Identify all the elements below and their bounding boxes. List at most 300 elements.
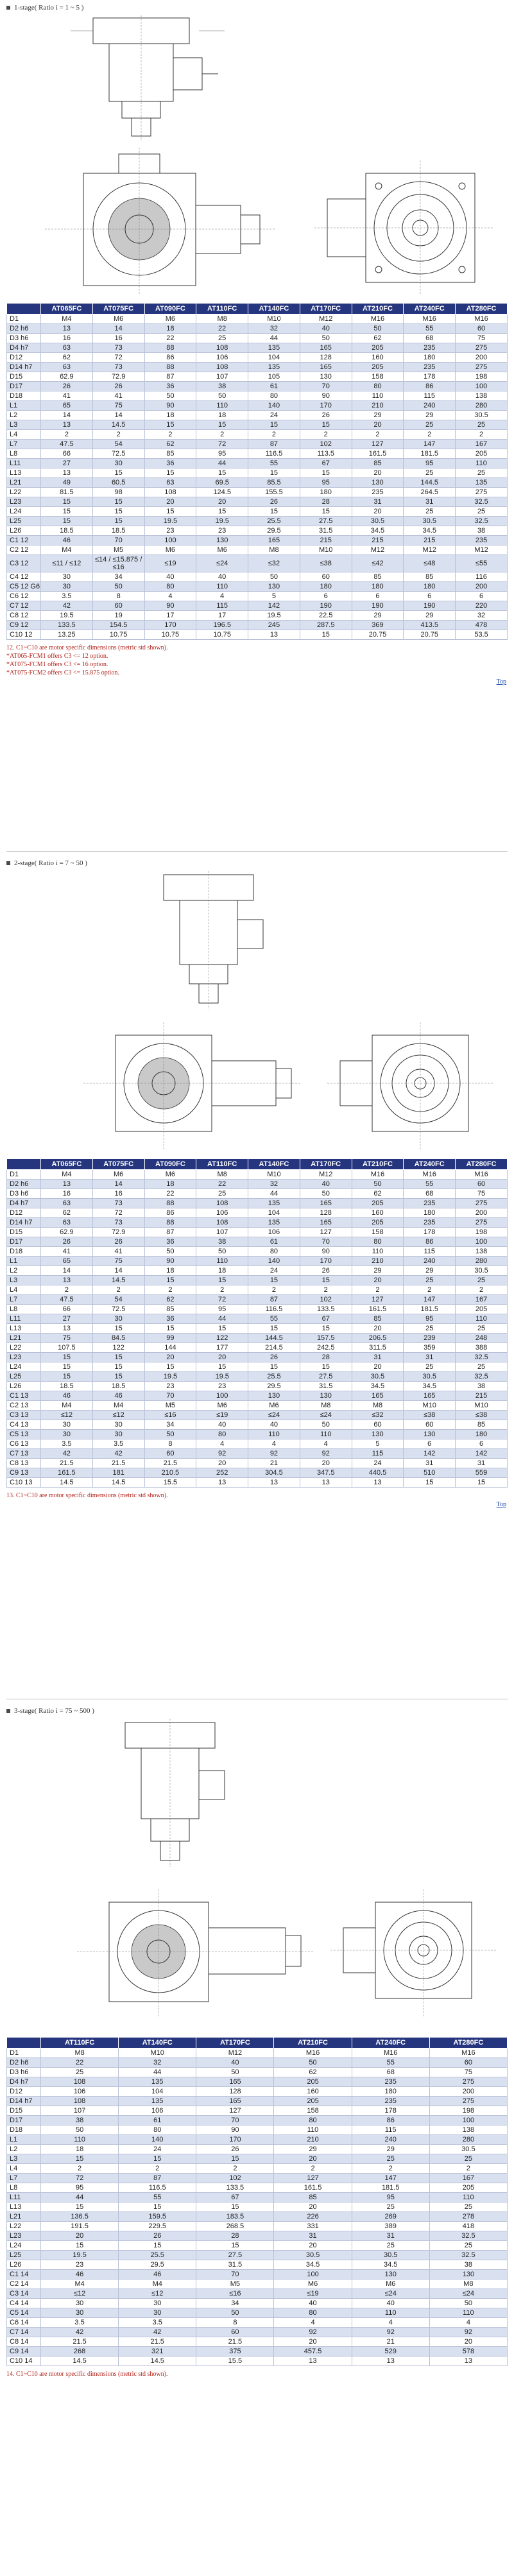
table-row bbox=[7, 2106, 508, 2116]
row-label: C10 13 bbox=[7, 1478, 41, 1488]
table-cell: 30 bbox=[119, 2299, 196, 2308]
table-cell: 142 bbox=[456, 1449, 508, 1459]
table-cell: 31 bbox=[404, 1459, 456, 1468]
table-row bbox=[7, 1266, 508, 1276]
table-cell: 22.5 bbox=[300, 611, 352, 621]
table-cell: 4 bbox=[196, 1439, 248, 1449]
table-row bbox=[7, 2087, 508, 2097]
table-cell: 128 bbox=[300, 1208, 352, 1218]
drawing-svg bbox=[6, 868, 508, 1158]
table-cell: 30.5 bbox=[429, 2145, 507, 2154]
table-cell: 25 bbox=[196, 1189, 248, 1199]
table-cell: 102 bbox=[300, 1295, 352, 1305]
table-cell: 42 bbox=[41, 2328, 119, 2337]
column-header-model: AT090FC bbox=[144, 1159, 196, 1170]
table-cell: 20.75 bbox=[404, 630, 456, 640]
table-cell: 40 bbox=[274, 2299, 352, 2308]
table-cell: 155.5 bbox=[248, 488, 300, 497]
table-row bbox=[7, 1362, 508, 1372]
table-cell: 25 bbox=[456, 468, 508, 478]
table-cell: 62.9 bbox=[41, 1228, 93, 1237]
table-cell: 167 bbox=[456, 1295, 508, 1305]
table-row bbox=[7, 1343, 508, 1353]
table-cell: 287.5 bbox=[300, 621, 352, 630]
table-cell: 72 bbox=[92, 1208, 144, 1218]
table-cell: M16 bbox=[404, 314, 456, 324]
table-cell: 240 bbox=[352, 2135, 429, 2145]
column-header-model: AT110FC bbox=[41, 2038, 119, 2048]
table-cell: 130 bbox=[352, 478, 404, 488]
top-link[interactable]: Top bbox=[496, 1501, 506, 1508]
table-cell: 22 bbox=[196, 324, 248, 334]
table-cell: 478 bbox=[456, 621, 508, 630]
table-cell: M4 bbox=[41, 1401, 93, 1411]
notes bbox=[0, 2366, 514, 2378]
table-cell: 15 bbox=[41, 1372, 93, 1382]
table-cell: 161.5 bbox=[352, 449, 404, 459]
table-cell: 2 bbox=[196, 2164, 274, 2174]
section-title bbox=[0, 1703, 514, 1716]
row-label: C1 12 bbox=[7, 536, 41, 545]
table-cell: 32 bbox=[119, 2058, 196, 2068]
table-cell: M8 bbox=[352, 1401, 404, 1411]
table-cell: M16 bbox=[352, 1170, 404, 1180]
column-header-label bbox=[7, 2038, 41, 2048]
section-title bbox=[0, 0, 514, 13]
table-cell: 375 bbox=[196, 2347, 274, 2357]
row-label: C4 13 bbox=[7, 1420, 41, 1430]
table-cell: 20 bbox=[144, 1353, 196, 1362]
table-cell: M12 bbox=[404, 545, 456, 555]
row-label: C6 14 bbox=[7, 2318, 41, 2328]
table-cell: 20 bbox=[352, 1324, 404, 1334]
table-cell: 16 bbox=[41, 334, 93, 343]
row-label: C6 13 bbox=[7, 1439, 41, 1449]
table-cell: 15 bbox=[248, 1362, 300, 1372]
table-cell: 15.5 bbox=[144, 1478, 196, 1488]
table-cell: 138 bbox=[456, 1247, 508, 1257]
table-cell: 210 bbox=[352, 401, 404, 411]
table-cell: 110 bbox=[248, 1430, 300, 1439]
table-cell: 61 bbox=[248, 1237, 300, 1247]
table-cell: 140 bbox=[119, 2135, 196, 2145]
table-cell: 90 bbox=[300, 1247, 352, 1257]
row-label: D17 bbox=[7, 2116, 41, 2125]
table-cell: 215 bbox=[300, 536, 352, 545]
row-label: C3 13 bbox=[7, 1411, 41, 1420]
table-cell: 54 bbox=[92, 440, 144, 449]
table-cell: 210 bbox=[274, 2135, 352, 2145]
table-cell: ≤16 bbox=[144, 1411, 196, 1420]
table-row bbox=[7, 2280, 508, 2289]
row-label: C10 12 bbox=[7, 630, 41, 640]
column-header-model: AT170FC bbox=[300, 304, 352, 314]
table-cell: 113.5 bbox=[300, 449, 352, 459]
row-label: L7 bbox=[7, 2174, 41, 2183]
table-row bbox=[7, 372, 508, 382]
row-label: C8 14 bbox=[7, 2337, 41, 2347]
table-cell: 63 bbox=[41, 343, 93, 353]
table-cell: M16 bbox=[404, 1170, 456, 1180]
table-cell: 135 bbox=[119, 2097, 196, 2106]
row-label: D15 bbox=[7, 372, 41, 382]
row-label: L4 bbox=[7, 430, 41, 440]
table-cell: 165 bbox=[404, 1391, 456, 1401]
table-cell: 130 bbox=[352, 1430, 404, 1439]
table-cell: 31 bbox=[456, 1459, 508, 1468]
table-cell: 108 bbox=[144, 488, 196, 497]
row-label: D2 h6 bbox=[7, 1180, 41, 1189]
column-header-label bbox=[7, 1159, 41, 1170]
row-label: D17 bbox=[7, 382, 41, 391]
table-cell: 13 bbox=[41, 1276, 93, 1285]
table-cell: 38 bbox=[456, 1382, 508, 1391]
table-cell: 136.5 bbox=[41, 2212, 119, 2222]
table-cell: 157.5 bbox=[300, 1334, 352, 1343]
table-row bbox=[7, 1382, 508, 1391]
table-cell: ≤38 bbox=[404, 1411, 456, 1420]
row-label: L3 bbox=[7, 1276, 41, 1285]
table-cell: 50 bbox=[144, 391, 196, 401]
table-cell: 85 bbox=[274, 2193, 352, 2202]
table-cell: 205 bbox=[274, 2097, 352, 2106]
table-cell: 13 bbox=[248, 1478, 300, 1488]
table-cell: 44 bbox=[196, 459, 248, 468]
table-cell: 25 bbox=[196, 334, 248, 343]
table-cell: 55 bbox=[404, 1180, 456, 1189]
table-cell: 2 bbox=[352, 2164, 429, 2174]
table-row bbox=[7, 1237, 508, 1247]
table-cell: 106 bbox=[41, 2087, 119, 2097]
table-row bbox=[7, 2251, 508, 2260]
table-row bbox=[7, 1295, 508, 1305]
table-cell: 100 bbox=[274, 2270, 352, 2280]
table-cell: 29 bbox=[352, 2145, 429, 2154]
table-cell: 40 bbox=[352, 2299, 429, 2308]
table-cell: 108 bbox=[41, 2097, 119, 2106]
row-label: D15 bbox=[7, 1228, 41, 1237]
table-cell: 181.5 bbox=[352, 2183, 429, 2193]
table-cell: 31 bbox=[352, 1353, 404, 1362]
table-cell: 108 bbox=[196, 343, 248, 353]
row-label: D18 bbox=[7, 1247, 41, 1257]
row-label: C6 12 bbox=[7, 592, 41, 601]
section-title-text: 2-stage( Ratio i = 7 ~ 50 ) bbox=[14, 859, 87, 867]
row-label: D4 h7 bbox=[7, 1199, 41, 1208]
table-row bbox=[7, 1170, 508, 1180]
table-cell: M4 bbox=[41, 1170, 93, 1180]
table-cell: 440.5 bbox=[352, 1468, 404, 1478]
table-cell: 22 bbox=[196, 1180, 248, 1189]
table-cell: 53.5 bbox=[456, 630, 508, 640]
row-label: L21 bbox=[7, 478, 41, 488]
table-cell: 4 bbox=[300, 1439, 352, 1449]
table-cell: 36 bbox=[144, 1314, 196, 1324]
table-cell: 160 bbox=[352, 353, 404, 363]
table-row bbox=[7, 2328, 508, 2337]
table-cell: 2 bbox=[196, 1285, 248, 1295]
table-cell: 46 bbox=[119, 2270, 196, 2280]
table-cell: M4 bbox=[41, 545, 93, 555]
row-label: C2 14 bbox=[7, 2280, 41, 2289]
table-cell: 70 bbox=[196, 2270, 274, 2280]
table-cell: 18 bbox=[144, 411, 196, 420]
table-cell: 235 bbox=[352, 2077, 429, 2087]
table-row bbox=[7, 601, 508, 611]
table-cell: 80 bbox=[274, 2308, 352, 2318]
table-cell: 205 bbox=[429, 2183, 507, 2193]
table-cell: 280 bbox=[456, 401, 508, 411]
table-cell: 359 bbox=[404, 1343, 456, 1353]
table-cell: 72 bbox=[92, 353, 144, 363]
table-row bbox=[7, 1228, 508, 1237]
table-cell: 73 bbox=[92, 1199, 144, 1208]
table-cell: 100 bbox=[429, 2116, 507, 2125]
table-cell: 13 bbox=[352, 1478, 404, 1488]
table-cell: 15 bbox=[300, 1362, 352, 1372]
table-row bbox=[7, 363, 508, 372]
table-cell: 2 bbox=[119, 2164, 196, 2174]
table-cell: 80 bbox=[144, 582, 196, 592]
table-cell: 68 bbox=[404, 334, 456, 343]
table-row bbox=[7, 526, 508, 536]
table-cell: 347.5 bbox=[300, 1468, 352, 1478]
table-cell: ≤19 bbox=[274, 2289, 352, 2299]
table-cell: 165 bbox=[300, 1199, 352, 1208]
technical-drawing bbox=[6, 13, 508, 303]
table-cell: 80 bbox=[196, 1430, 248, 1439]
table-cell: M5 bbox=[144, 1401, 196, 1411]
table-cell: 510 bbox=[404, 1468, 456, 1478]
table-cell: 6 bbox=[456, 1439, 508, 1449]
table-row bbox=[7, 2068, 508, 2077]
table-cell: 268.5 bbox=[196, 2222, 274, 2231]
table-cell: 80 bbox=[274, 2116, 352, 2125]
table-cell: 138 bbox=[456, 391, 508, 401]
table-cell: 29 bbox=[352, 611, 404, 621]
table-cell: 200 bbox=[456, 582, 508, 592]
table-cell: 13 bbox=[429, 2357, 507, 2366]
table-cell: 90 bbox=[144, 601, 196, 611]
table-row bbox=[7, 1411, 508, 1420]
table-cell: 70 bbox=[196, 2116, 274, 2125]
table-row bbox=[7, 2289, 508, 2299]
table-cell: 110 bbox=[196, 1257, 248, 1266]
row-label: C2 13 bbox=[7, 1401, 41, 1411]
table-cell: 55 bbox=[119, 2193, 196, 2202]
table-row bbox=[7, 1199, 508, 1208]
row-label: L22 bbox=[7, 2222, 41, 2231]
table-cell: 147 bbox=[352, 2174, 429, 2183]
table-cell: 16 bbox=[92, 334, 144, 343]
table-cell: 2 bbox=[404, 430, 456, 440]
table-cell: 8 bbox=[144, 1439, 196, 1449]
table-cell: 32.5 bbox=[429, 2231, 507, 2241]
table-cell: 215 bbox=[456, 1391, 508, 1401]
table-cell: M12 bbox=[300, 314, 352, 324]
table-cell: M6 bbox=[196, 545, 248, 555]
table-cell: 100 bbox=[196, 1391, 248, 1401]
table-cell: 25 bbox=[456, 1324, 508, 1334]
table-cell: 18 bbox=[144, 324, 196, 334]
table-cell: 180 bbox=[300, 582, 352, 592]
table-cell: 62 bbox=[144, 440, 196, 449]
row-label: L8 bbox=[7, 449, 41, 459]
table-cell: 21.5 bbox=[144, 1459, 196, 1468]
table-cell: 108 bbox=[196, 1199, 248, 1208]
table-cell: 73 bbox=[92, 1218, 144, 1228]
table-cell: 29 bbox=[404, 1266, 456, 1276]
table-cell: 80 bbox=[119, 2125, 196, 2135]
table-cell: 13 bbox=[41, 1324, 93, 1334]
table-cell: ≤24 bbox=[300, 1411, 352, 1420]
table-cell: 85 bbox=[352, 572, 404, 582]
table-cell: 26 bbox=[196, 2145, 274, 2154]
table-cell: 177 bbox=[196, 1343, 248, 1353]
table-cell: 110 bbox=[456, 1314, 508, 1324]
table-cell: 2 bbox=[144, 430, 196, 440]
table-cell: 3.5 bbox=[41, 592, 93, 601]
table-cell: 28 bbox=[300, 497, 352, 507]
table-cell: 242.5 bbox=[300, 1343, 352, 1353]
table-cell: 205 bbox=[352, 1199, 404, 1208]
table-cell: ≤12 bbox=[41, 1411, 93, 1420]
table-cell: 144 bbox=[144, 1343, 196, 1353]
column-header-model: AT240FC bbox=[352, 2038, 429, 2048]
table-row bbox=[7, 2193, 508, 2202]
table-cell: 22 bbox=[144, 334, 196, 343]
table-cell: 26 bbox=[300, 1266, 352, 1276]
table-cell: 19.5 bbox=[196, 517, 248, 526]
row-label: C8 13 bbox=[7, 1459, 41, 1468]
row-label: L23 bbox=[7, 497, 41, 507]
table-cell: 170 bbox=[300, 1257, 352, 1266]
table-row bbox=[7, 401, 508, 411]
table-cell: 32.5 bbox=[456, 497, 508, 507]
table-cell: 275 bbox=[456, 1218, 508, 1228]
table-cell: 110 bbox=[352, 391, 404, 401]
table-cell: 34.5 bbox=[274, 2260, 352, 2270]
column-header-model: AT090FC bbox=[144, 304, 196, 314]
table-cell: 108 bbox=[41, 2077, 119, 2087]
table-cell: 50 bbox=[196, 2068, 274, 2077]
table-cell: 14.5 bbox=[92, 1276, 144, 1285]
table-cell: 29 bbox=[404, 611, 456, 621]
table-cell: 36 bbox=[144, 1237, 196, 1247]
table-cell: 40 bbox=[300, 324, 352, 334]
table-cell: 50 bbox=[300, 334, 352, 343]
table-cell: 110 bbox=[429, 2193, 507, 2202]
table-cell: 15 bbox=[144, 1362, 196, 1372]
table-cell: 92 bbox=[274, 2328, 352, 2337]
table-cell: 116.5 bbox=[119, 2183, 196, 2193]
table-row bbox=[7, 545, 508, 555]
table-cell: 15 bbox=[300, 468, 352, 478]
table-cell: 200 bbox=[456, 1208, 508, 1218]
table-cell: 170 bbox=[144, 621, 196, 630]
table-cell: 15 bbox=[92, 507, 144, 517]
table-cell: M6 bbox=[196, 1401, 248, 1411]
table-cell: 23 bbox=[144, 1382, 196, 1391]
table-cell: 86 bbox=[404, 382, 456, 391]
table-cell: 32 bbox=[248, 324, 300, 334]
table-cell: 10.75 bbox=[144, 630, 196, 640]
table-cell: 115 bbox=[352, 2125, 429, 2135]
table-cell: M10 bbox=[119, 2048, 196, 2058]
table-cell: 3.5 bbox=[119, 2318, 196, 2328]
table-cell: M10 bbox=[248, 1170, 300, 1180]
table-cell: 280 bbox=[429, 2135, 507, 2145]
table-cell: 42 bbox=[92, 1449, 144, 1459]
table-cell: 32.5 bbox=[456, 1353, 508, 1362]
table-cell: 275 bbox=[429, 2077, 507, 2087]
table-cell: 2 bbox=[300, 430, 352, 440]
table-cell: 20 bbox=[352, 507, 404, 517]
table-cell: 4 bbox=[274, 2318, 352, 2328]
top-link[interactable]: Top bbox=[496, 678, 506, 685]
table-cell: ≤19 bbox=[144, 555, 196, 572]
table-cell: 180 bbox=[300, 488, 352, 497]
table-cell: 46 bbox=[41, 1391, 93, 1401]
table-cell: 15 bbox=[41, 2202, 119, 2212]
table-cell: 30 bbox=[92, 1430, 144, 1439]
column-header-model: AT240FC bbox=[404, 1159, 456, 1170]
bullet-icon bbox=[6, 861, 10, 865]
row-label: L8 bbox=[7, 1305, 41, 1314]
row-label: C9 14 bbox=[7, 2347, 41, 2357]
table-row bbox=[7, 2164, 508, 2174]
table-cell: 18 bbox=[144, 1180, 196, 1189]
table-cell: 107 bbox=[196, 1228, 248, 1237]
table-cell: 127 bbox=[274, 2174, 352, 2183]
table-cell: 29 bbox=[274, 2145, 352, 2154]
row-label: D12 bbox=[7, 353, 41, 363]
table-cell: 50 bbox=[274, 2058, 352, 2068]
table-cell: 25 bbox=[404, 507, 456, 517]
row-label: C10 14 bbox=[7, 2357, 41, 2366]
table-cell: 135 bbox=[248, 343, 300, 353]
table-row bbox=[7, 582, 508, 592]
table-cell: 196.5 bbox=[196, 621, 248, 630]
table-cell: 5 bbox=[248, 592, 300, 601]
column-header-model: AT170FC bbox=[196, 2038, 274, 2048]
table-row bbox=[7, 314, 508, 324]
table-row bbox=[7, 2308, 508, 2318]
row-label: D14 h7 bbox=[7, 1218, 41, 1228]
table-cell: 24 bbox=[248, 411, 300, 420]
table-cell: 13 bbox=[41, 1180, 93, 1189]
table-cell: 14.5 bbox=[119, 2357, 196, 2366]
table-cell: 19.5 bbox=[144, 1372, 196, 1382]
table-row bbox=[7, 1208, 508, 1218]
table-cell: 25 bbox=[404, 420, 456, 430]
row-label: L11 bbox=[7, 459, 41, 468]
table-cell: 130 bbox=[404, 1430, 456, 1439]
table-cell: 72 bbox=[196, 1295, 248, 1305]
table-cell: 85 bbox=[456, 1420, 508, 1430]
table-cell: 8 bbox=[92, 592, 144, 601]
table-row bbox=[7, 430, 508, 440]
table-cell: 34.5 bbox=[352, 526, 404, 536]
table-cell: 3.5 bbox=[41, 2318, 119, 2328]
table-cell: 180 bbox=[404, 353, 456, 363]
table-cell: 21.5 bbox=[196, 2337, 274, 2347]
table-cell: 167 bbox=[429, 2174, 507, 2183]
table-cell: 26 bbox=[248, 497, 300, 507]
table-row bbox=[7, 2212, 508, 2222]
table-cell: 180 bbox=[352, 582, 404, 592]
table-cell: 190 bbox=[404, 601, 456, 611]
